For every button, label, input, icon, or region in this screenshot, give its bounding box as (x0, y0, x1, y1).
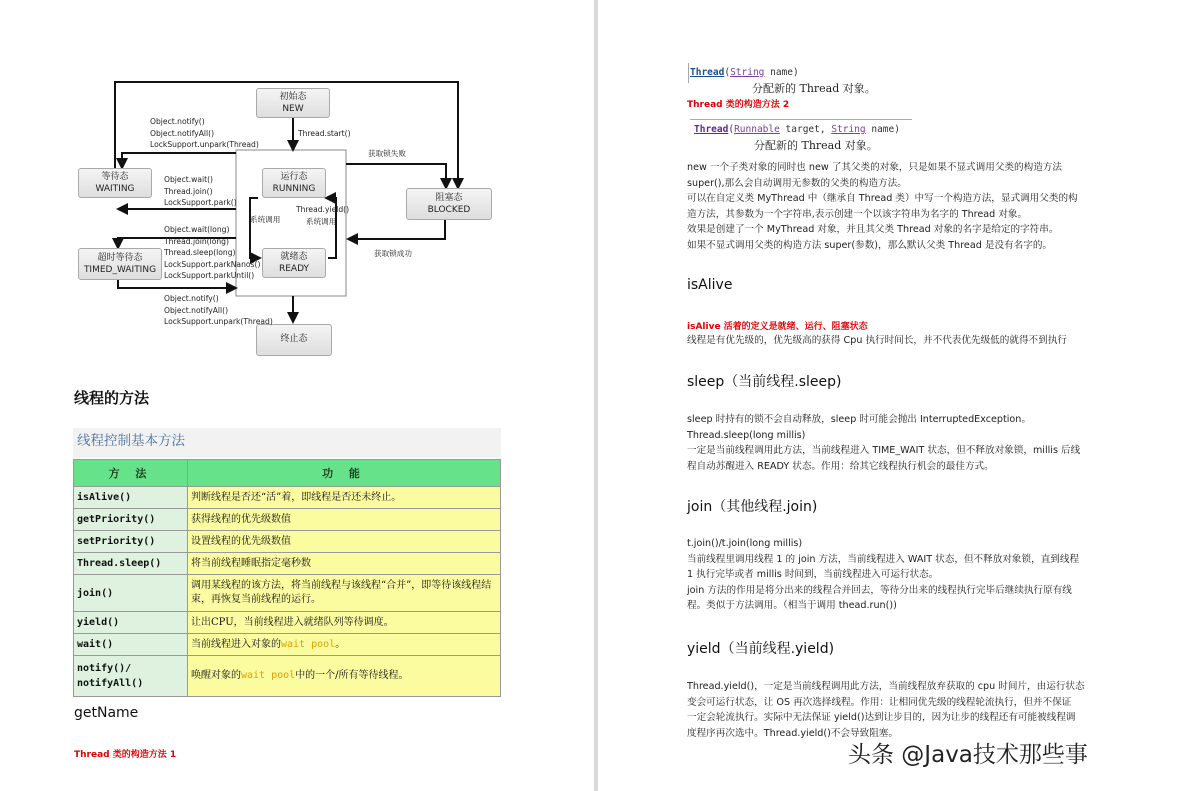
ctor1-desc: 分配新的 Thread 对象。 (752, 82, 876, 95)
para-line: 如果不显式调用父类的构造方法 super(参数)，那么默认父类 Thread 是没有名字的。 (687, 239, 1053, 251)
label-line: Object.notify() (150, 117, 205, 126)
para-line: 当前线程里调用线程 1 的 join 方法，当前线程进入 WAIT 状态，但不释放对象锁，直到线程 (687, 553, 1080, 565)
table-row (74, 553, 501, 575)
para-line: 一定是当前线程调用此方法，当前线程进入 TIME_WAIT 状态，但不释放对象锁，millis 后线 (687, 445, 1081, 457)
desc-cell: 调用某线程的该方法，将当前线程与该线程“合并”，即等待该线程结束，再恢复当前线程的运行。 (188, 575, 501, 612)
state-new-en: NEW (282, 104, 304, 114)
state-running-en: RUNNING (272, 184, 316, 194)
state-timed-waiting (78, 248, 162, 280)
methods-table (73, 459, 501, 697)
label-notify-bottom (164, 293, 273, 328)
ctor1-open: ( (724, 67, 731, 78)
label-line: Thread.yield() (296, 205, 350, 214)
header-function: 功 能 (188, 460, 501, 487)
state-running-cn: 运行态 (280, 172, 308, 182)
ctor2-class: Thread (694, 124, 729, 135)
para-line: 程。类似于方法调用。（相当于调用 thead.run()) (687, 600, 897, 612)
table-row (74, 575, 501, 612)
method-cell: setPriority() (74, 531, 188, 553)
ctor1-arg: name) (764, 67, 799, 78)
desc-cell: 将当前线程睡眠指定毫秒数 (188, 553, 501, 575)
state-ready (262, 248, 326, 278)
label-line: Thread.join(long) (164, 236, 229, 246)
label-line: Object.notifyAll() (150, 128, 215, 138)
state-running (262, 168, 326, 198)
state-blocked-en: BLOCKED (427, 205, 471, 215)
label-line: 系统调用 (306, 216, 337, 226)
isalive-paragraph: 线程是有优先级的，优先级高的获得 Cpu 执行时间长，并不代表优先级低的就得不到执行 (687, 335, 1067, 346)
label-line: Object.wait() (164, 175, 214, 184)
yield-paragraph (687, 679, 1085, 741)
ctor1-signature (690, 67, 799, 78)
ctor2-type2: String (831, 124, 866, 135)
sleep-heading: sleep（当前线程.sleep) (687, 374, 842, 390)
table-row (74, 487, 501, 509)
para-line: Thread.yield()，一定是当前线程调用此方法，当前线程放弃获取的 cpu 时间片，由运行状态 (687, 681, 1085, 692)
header-method: 方 法 (74, 460, 188, 487)
state-ready-cn: 就绪态 (280, 252, 308, 262)
para-line: 造方法，其参数为一个字符串,表示创建一个以该字符串为名字的 Thread 对象。 (687, 208, 1028, 220)
desc-cell: 获得线程的优先级数值 (188, 509, 501, 531)
label-sys-call-left: 系统调用 (250, 215, 281, 224)
desc-cell: 判断线程是否还“活”着，即线程是否还未终止。 (188, 487, 501, 509)
state-terminated (256, 324, 332, 356)
ctor2-label: Thread 类的构造方法 2 (687, 100, 790, 110)
state-terminated-cn: 终止态 (280, 334, 308, 344)
state-timed-waiting-en: TIMED_WAITING (83, 265, 157, 275)
desc-pre: 唤醒对象的 (191, 670, 241, 681)
ctor1-type: String (730, 67, 765, 78)
para-line: 可以在自定义类 MyThread 中（继承自 Thread 类）中写一个构造方法，显式调用父类的构 (687, 193, 1078, 205)
state-waiting-cn: 等待态 (101, 172, 129, 182)
table-row (74, 612, 501, 634)
label-line: Thread.sleep(long) (164, 248, 236, 257)
label-timed-calls (164, 224, 260, 282)
isalive-definition: isAlive 活着的定义是就绪、运行、阻塞状态 (687, 322, 868, 332)
desc-cell: 让出CPU，当前线程进入就绪队列等待调度。 (188, 612, 501, 634)
para-line: super(),那么会自动调用无参数的父类的构造方法。 (687, 177, 907, 189)
ctor2-desc: 分配新的 Thread 对象。 (754, 139, 878, 152)
label-line: LockSupport.unpark(Thread) (150, 140, 259, 149)
label-wait-calls (164, 174, 237, 209)
state-new-cn: 初始态 (279, 92, 307, 102)
desc-cell (188, 656, 501, 697)
table-row (74, 656, 501, 697)
desc-highlight: wait pool (281, 638, 336, 650)
label-line: Object.wait(long) (164, 225, 230, 234)
yield-heading: yield（当前线程.yield) (687, 641, 835, 657)
label-lock-success: 获取锁成功 (374, 249, 412, 258)
method-cell: getPriority() (74, 509, 188, 531)
desc-cell: 设置线程的优先级数值 (188, 531, 501, 553)
ctor1-rule (688, 63, 689, 83)
para-line: sleep 时持有的锁不会自动释放，sleep 时可能会抛出 InterruptedException。 (687, 414, 1031, 425)
ctor2-open: ( (728, 124, 735, 135)
table-header-row (74, 460, 501, 487)
para-line: new 一个子类对象的同时也 new 了其父类的对象，只是如果不显式调用父类的构造方法 (687, 162, 1062, 173)
label-line: LockSupport.park() (164, 198, 237, 207)
watermark: 头条 @Java技术那些事 (848, 742, 1088, 768)
getname-heading: getName (74, 705, 139, 721)
state-waiting-en: WAITING (95, 184, 135, 194)
label-thread-start: Thread.start() (298, 129, 351, 138)
label-notify-top (150, 116, 259, 151)
isalive-heading: isAlive (687, 277, 733, 293)
para-line: Thread.sleep(long millis) (687, 429, 806, 441)
label-line: Object.notifyAll() (164, 305, 229, 315)
ctor2-signature (694, 124, 900, 135)
table-row (74, 531, 501, 553)
method-cell: isAlive() (74, 487, 188, 509)
ctor2-arg: name) (865, 124, 900, 135)
state-waiting (78, 168, 152, 198)
method-cell (74, 656, 188, 697)
para-line: 度程序再次选中。Thread.yield()不会导致阻塞。 (687, 727, 898, 739)
ctor1-label: Thread 类的构造方法 1 (74, 750, 177, 760)
para-line: 效果是创建了一个 MyThread 对象，并且其父类 Thread 对象的名字是给定的字符串。 (687, 224, 1059, 236)
sleep-paragraph (687, 412, 1080, 474)
method-line: notify()/ (77, 663, 132, 674)
state-ready-en: READY (278, 264, 310, 274)
para-line: join 方法的作用是将分出来的线程合并回去，等待分出来的线程执行完毕后继续执行原有线 (687, 584, 1072, 596)
para-line: 变会可运行状态，让 OS 再次选择线程。作用：让相同优先级的线程轮流执行，但并不保证 (687, 696, 1072, 708)
method-line: notifyAll() (77, 678, 144, 689)
desc-cell (188, 634, 501, 656)
desc-post: 。 (335, 638, 346, 650)
label-line: Thread.join() (164, 186, 213, 196)
ctor2-mid: target, (779, 124, 832, 135)
para-line: 程自动苏醒进入 READY 状态。作用：给其它线程执行机会的最佳方式。 (687, 460, 994, 472)
para-line: 1 执行完毕或者 millis 时间到，当前线程进入可运行状态。 (687, 569, 939, 581)
ctor-paragraph (687, 160, 1078, 254)
method-cell: join() (74, 575, 188, 612)
state-blocked (406, 188, 492, 220)
state-new (256, 88, 330, 118)
label-yield (296, 204, 349, 227)
diagram-arrows (70, 76, 500, 366)
method-cell: Thread.sleep() (74, 553, 188, 575)
label-line: LockSupport.parkNanos() (164, 259, 261, 269)
para-line: 一定会轮流执行。实际中无法保证 yield()达到让步目的，因为让步的线程还有可能被线程调 (687, 712, 1076, 724)
section-title-thread-methods: 线程的方法 (74, 389, 150, 407)
right-page (598, 0, 1194, 791)
table-row (74, 634, 501, 656)
para-line: t.join()/t.join(long millis) (687, 538, 803, 549)
table-row (74, 509, 501, 531)
desc-post: 中的一个/所有等待线程。 (295, 670, 409, 681)
ctor2-type1: Runnable (734, 124, 780, 135)
join-heading: join（其他线程.join) (687, 499, 818, 515)
desc-pre: 当前线程进入对象的 (191, 638, 281, 650)
state-blocked-cn: 阻塞态 (435, 193, 463, 203)
label-line: LockSupport.unpark(Thread) (164, 317, 273, 326)
label-line: LockSupport.parkUntil() (164, 271, 255, 280)
state-timed-waiting-cn: 超时等待态 (97, 253, 143, 263)
method-cell: yield() (74, 612, 188, 634)
desc-highlight: wait pool (241, 670, 296, 681)
ctor2-rule (690, 119, 912, 120)
method-cell: wait() (74, 634, 188, 656)
table-title: 线程控制基本方法 (73, 428, 501, 458)
label-lock-fail: 获取锁失败 (368, 149, 406, 158)
label-line: Object.notify() (164, 294, 219, 303)
join-paragraph (687, 536, 1079, 614)
left-page (0, 0, 594, 791)
thread-state-diagram (70, 76, 500, 366)
ctor1-class: Thread (690, 67, 725, 78)
